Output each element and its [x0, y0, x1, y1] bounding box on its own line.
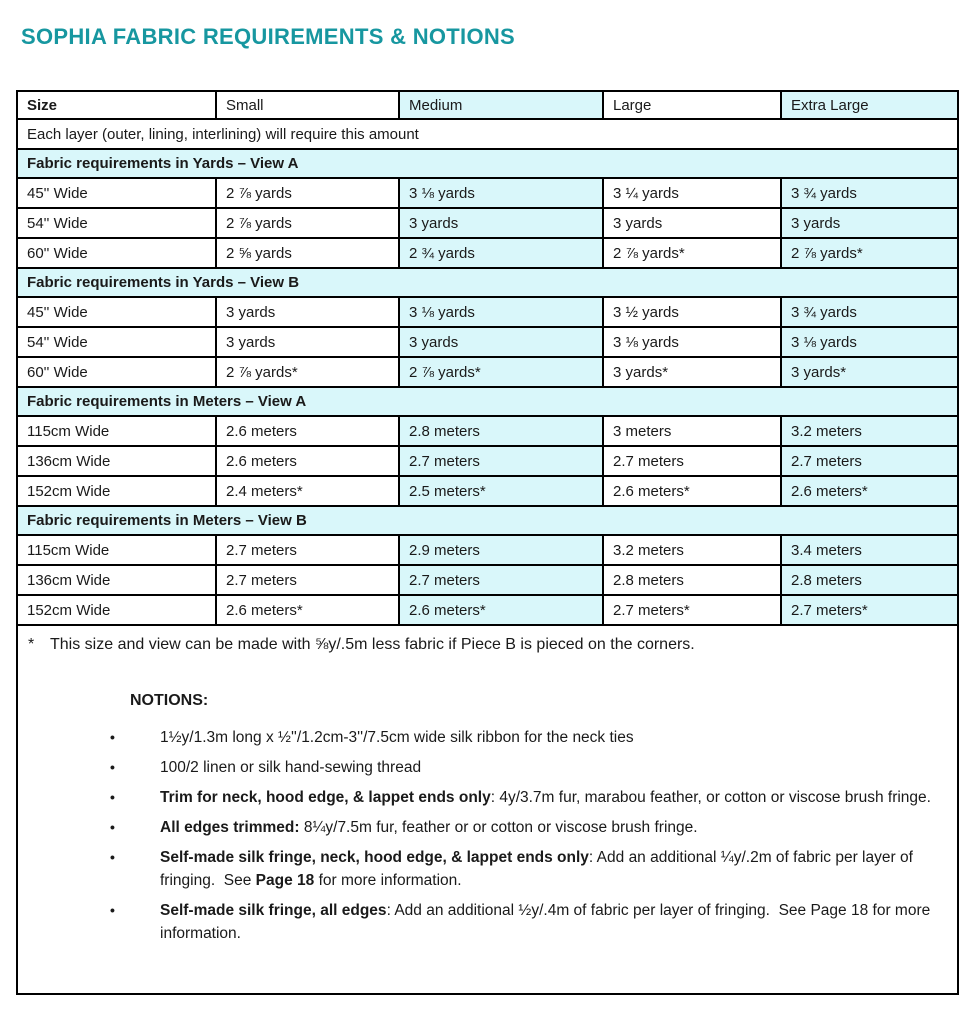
row-label-cell: 45'' Wide	[17, 178, 216, 208]
column-header-extra-large: Extra Large	[781, 91, 958, 119]
table-note-row	[17, 119, 958, 149]
table-row	[17, 238, 958, 268]
row-label-cell: 45'' Wide	[17, 297, 216, 327]
footnote-asterisk: *	[28, 636, 35, 653]
table-cell: 2.6 meters*	[781, 476, 958, 506]
table-cell: 3 ¾ yards	[781, 178, 958, 208]
table-cell: 3 yards	[399, 208, 603, 238]
bullet-body: : Add an additional ¼y/.2m of fabric per layer of fringing. See	[160, 849, 918, 889]
footer-cell	[17, 625, 958, 994]
row-label-cell: 152cm Wide	[17, 595, 216, 625]
bullet-body: : Add an additional ½y/.4m of fabric per layer of fringing. See Page 18 for more information.	[160, 902, 935, 942]
table-cell: 3 ¼ yards	[603, 178, 781, 208]
table-cell: 3 ⅛ yards	[603, 327, 781, 357]
table-cell: 2.4 meters*	[216, 476, 399, 506]
table-cell: 3 ⅛ yards	[399, 297, 603, 327]
table-cell: 3.4 meters	[781, 535, 958, 565]
column-header-medium: Medium	[399, 91, 603, 119]
table-cell: 2.7 meters*	[603, 595, 781, 625]
column-header-size: Size	[17, 91, 216, 119]
table-cell: 3.2 meters	[603, 535, 781, 565]
table-cell: 3 ⅛ yards	[399, 178, 603, 208]
table-cell: 2.7 meters*	[781, 595, 958, 625]
table-cell: 3 ¾ yards	[781, 297, 958, 327]
bullet-body: 8¼y/7.5m fur, feather or or cotton or viscose brush fringe.	[299, 819, 698, 836]
bullet-icon: •	[110, 759, 115, 775]
bullet-body: 1½y/1.3m long x ½''/1.2cm-3''/7.5cm wide silk ribbon for the neck ties	[160, 729, 634, 746]
bullet-lead: Self-made silk fringe, all edges	[160, 902, 387, 919]
table-row	[17, 416, 958, 446]
bullet-body: 100/2 linen or silk hand-sewing thread	[160, 759, 422, 776]
table-cell: 2.6 meters*	[399, 595, 603, 625]
bullet-icon: •	[110, 789, 115, 805]
row-label-cell: 60'' Wide	[17, 238, 216, 268]
table-note: Each layer (outer, lining, interlining) will require this amount	[17, 119, 958, 149]
section-header-row-yards-view-b	[17, 268, 958, 297]
section-header: Fabric requirements in Yards – View B	[17, 268, 958, 297]
table-cell: 2.8 meters	[781, 565, 958, 595]
row-label-cell: 152cm Wide	[17, 476, 216, 506]
bullet-text	[160, 816, 945, 839]
bullet-text	[160, 786, 945, 809]
table-cell: 3 yards	[399, 327, 603, 357]
section-header-row-yards-view-a	[17, 149, 958, 178]
table-cell: 3 yards*	[603, 357, 781, 387]
table-row	[17, 565, 958, 595]
table-cell: 3.2 meters	[781, 416, 958, 446]
table-cell: 3 yards	[216, 327, 399, 357]
table-cell: 2 ⅞ yards	[216, 208, 399, 238]
table-row	[17, 178, 958, 208]
row-label-cell: 54'' Wide	[17, 208, 216, 238]
bullet-text	[160, 756, 945, 779]
bullet-lead: Trim for neck, hood edge, & lappet ends only	[160, 789, 491, 806]
fabric-requirements-table	[16, 90, 959, 995]
page-title: SOPHIA FABRIC REQUIREMENTS & NOTIONS	[21, 24, 516, 49]
bullet-text	[160, 899, 945, 945]
footnote-text: This size and view can be made with ⅝y/.5m less fabric if Piece B is pieced on the corners.	[50, 636, 695, 653]
footnote	[28, 634, 947, 656]
table-cell: 3 ½ yards	[603, 297, 781, 327]
notions-bullet-self-fringe-neck	[110, 846, 947, 892]
table-cell: 3 yards	[603, 208, 781, 238]
row-label-cell: 54'' Wide	[17, 327, 216, 357]
section-header-row-meters-view-b	[17, 506, 958, 535]
bullet-lead: Self-made silk fringe, neck, hood edge, & lappet ends only	[160, 849, 589, 866]
bullet-text	[160, 846, 945, 892]
table-cell: 2.8 meters	[399, 416, 603, 446]
table-cell: 2.6 meters*	[603, 476, 781, 506]
table-cell: 2.7 meters	[399, 446, 603, 476]
row-label-cell: 115cm Wide	[17, 416, 216, 446]
table-cell: 2.6 meters	[216, 446, 399, 476]
table-cell: 3 ⅛ yards	[781, 327, 958, 357]
table-cell: 2 ⅞ yards*	[216, 357, 399, 387]
bullet-icon: •	[110, 849, 115, 865]
table-cell: 2 ⅞ yards	[216, 178, 399, 208]
section-header-row-meters-view-a	[17, 387, 958, 416]
section-header: Fabric requirements in Yards – View A	[17, 149, 958, 178]
table-cell: 3 yards	[781, 208, 958, 238]
notions-bullet-all-edges	[110, 816, 947, 839]
bullet-lead: All edges trimmed:	[160, 819, 300, 836]
table-cell: 2 ⅝ yards	[216, 238, 399, 268]
bullet-body: : 4y/3.7m fur, marabou feather, or cotton or viscose brush fringe.	[490, 789, 931, 806]
table-footer-row	[17, 625, 958, 994]
table-cell: 3 yards*	[781, 357, 958, 387]
table-cell: 2.7 meters	[781, 446, 958, 476]
section-header: Fabric requirements in Meters – View A	[17, 387, 958, 416]
table-row	[17, 595, 958, 625]
table-row	[17, 446, 958, 476]
bullet-body-tail: for more information.	[314, 872, 462, 889]
column-header-large: Large	[603, 91, 781, 119]
table-cell: 3 yards	[216, 297, 399, 327]
row-label-cell: 136cm Wide	[17, 565, 216, 595]
page-reference: Page 18	[255, 872, 315, 889]
table-cell: 2.7 meters	[216, 535, 399, 565]
table-row	[17, 297, 958, 327]
table-cell: 2 ⅞ yards*	[399, 357, 603, 387]
table-cell: 2.8 meters	[603, 565, 781, 595]
notions-section	[28, 692, 947, 945]
row-label-cell: 60'' Wide	[17, 357, 216, 387]
bullet-text	[160, 726, 945, 749]
table-cell: 2.6 meters	[216, 416, 399, 446]
column-header-small: Small	[216, 91, 399, 119]
section-header: Fabric requirements in Meters – View B	[17, 506, 958, 535]
table-row	[17, 535, 958, 565]
table-cell: 2.7 meters	[216, 565, 399, 595]
table-cell: 2.5 meters*	[399, 476, 603, 506]
table-header-row	[17, 91, 958, 119]
table-row	[17, 208, 958, 238]
table-cell: 2 ⅞ yards*	[781, 238, 958, 268]
table-cell: 2 ⅞ yards*	[603, 238, 781, 268]
table-row	[17, 357, 958, 387]
bullet-icon: •	[110, 729, 115, 745]
table-cell: 2.6 meters*	[216, 595, 399, 625]
row-label-cell: 136cm Wide	[17, 446, 216, 476]
bullet-icon: •	[110, 819, 115, 835]
table-row	[17, 327, 958, 357]
row-label-cell: 115cm Wide	[17, 535, 216, 565]
table-cell: 3 meters	[603, 416, 781, 446]
table-row	[17, 476, 958, 506]
notions-heading: NOTIONS:	[130, 692, 209, 709]
table-cell: 2.9 meters	[399, 535, 603, 565]
notions-bullet-thread	[110, 756, 947, 779]
bullet-icon: •	[110, 902, 115, 918]
table-cell: 2 ¾ yards	[399, 238, 603, 268]
notions-bullet-ribbon	[110, 726, 947, 749]
table-cell: 2.7 meters	[603, 446, 781, 476]
notions-bullet-trim-neck	[110, 786, 947, 809]
table-cell: 2.7 meters	[399, 565, 603, 595]
notions-bullet-self-fringe-all	[110, 899, 947, 945]
